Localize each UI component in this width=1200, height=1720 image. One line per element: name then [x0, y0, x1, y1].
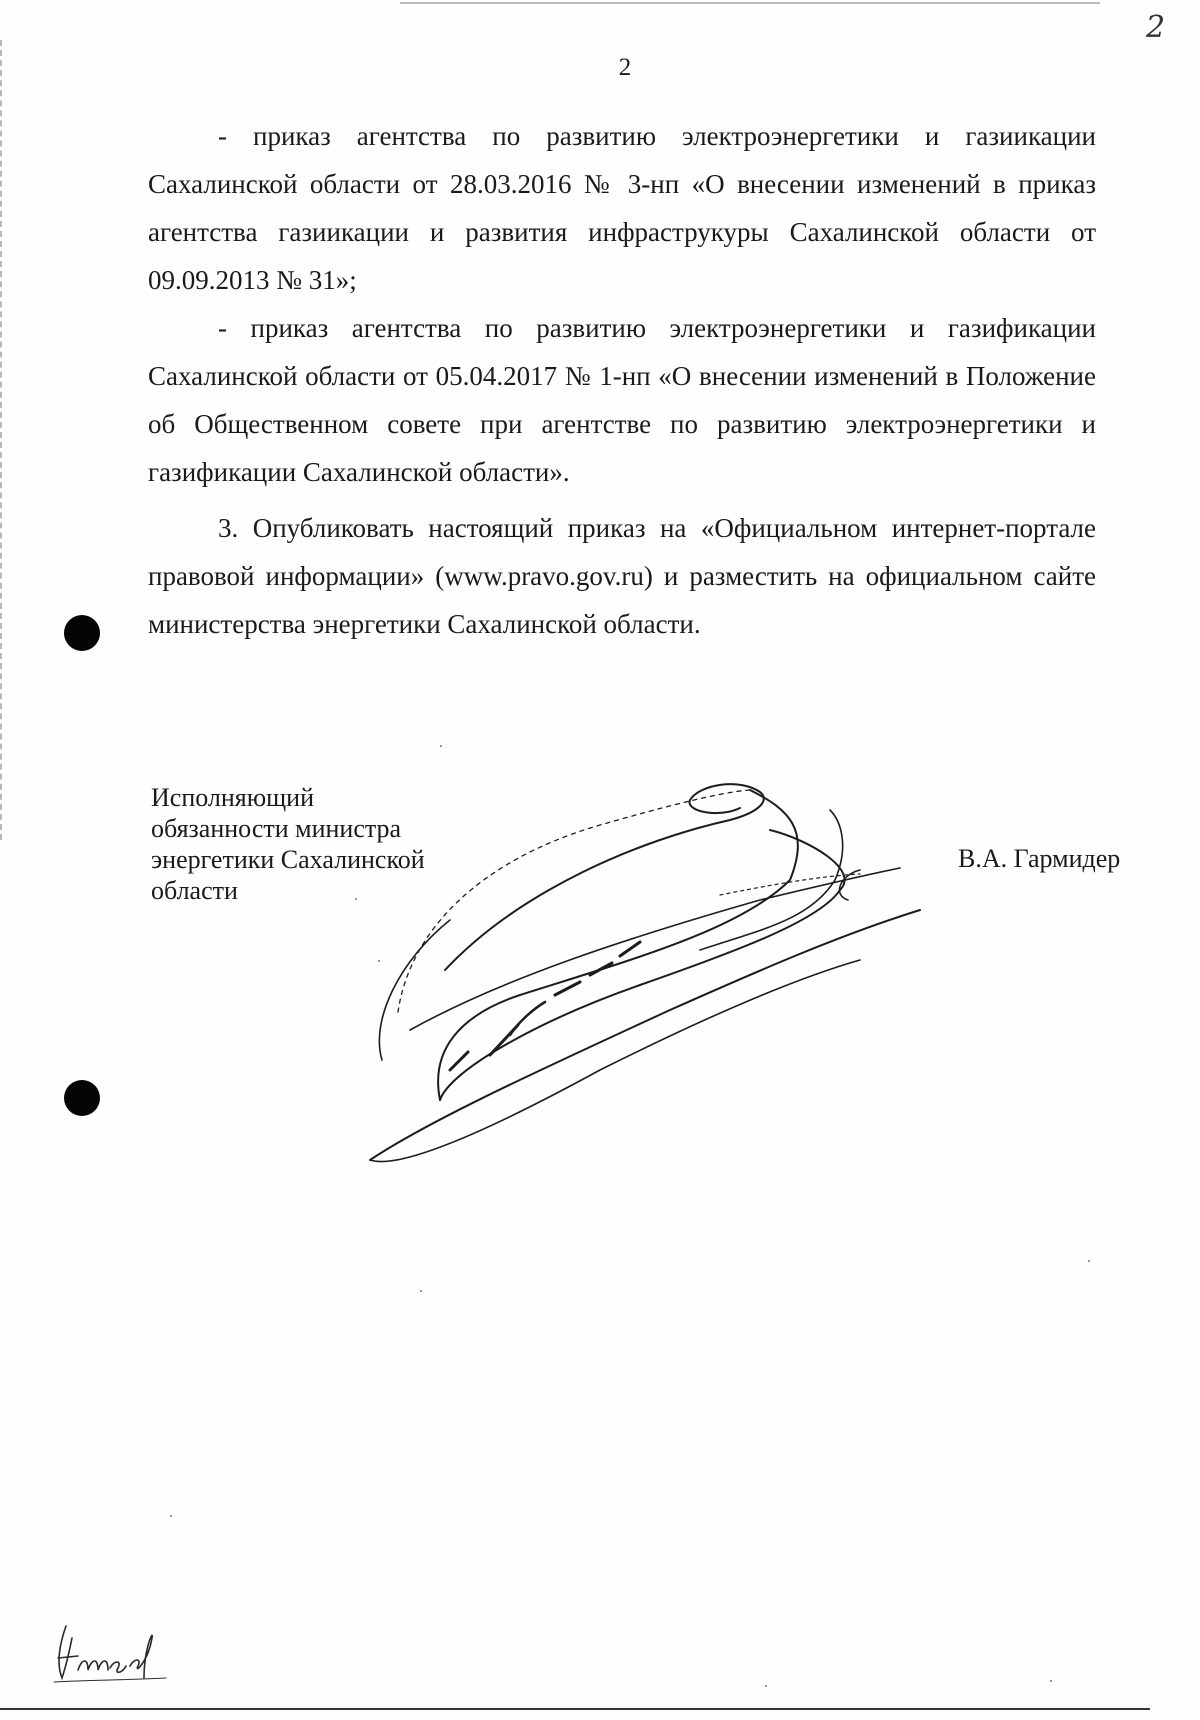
- scan-speck: [1050, 1680, 1052, 1682]
- scan-speck: [765, 1685, 767, 1687]
- scan-top-edge: [400, 2, 1100, 4]
- signer-name: В.А. Гармидер: [958, 844, 1121, 873]
- signatory-title-line: энергетики Сахалинской: [151, 845, 425, 874]
- scan-speck: [355, 898, 357, 900]
- scan-speck: [420, 1290, 422, 1292]
- scan-speck: [1088, 1260, 1090, 1262]
- body-paragraph: 3. Опубликовать настоящий приказ на «Официальном интернет-портале правовой информации» (www.pravo.gov.ru) и разместить на официальном сайте министерства энергетики Сахалинской области.: [148, 513, 1096, 639]
- handwritten-page-mark: 2: [1146, 10, 1166, 45]
- body-paragraph: - приказ агентства по развитию электроэнергетики и газификации Сахалинской области от 05.04.2017 № 1-нп «О внесении изменений в Положение об Общественном совете при агентстве по развитию электроэнергетики и газификации Сахалинской области».: [148, 313, 1096, 487]
- handwritten-initials: [48, 1618, 168, 1688]
- page-number: 2: [618, 54, 632, 81]
- body-paragraph: - приказ агентства по развитию электроэнергетики и газиикации Сахалинской области от 28.03.2016 № 3-нп «О внесении изменений в приказ агентства газиикации и развития инфраструкуры Сахалинской области от 09.09.2013 № 31»;: [148, 121, 1096, 295]
- scan-speck: [170, 1515, 172, 1517]
- punch-hole: [64, 615, 100, 651]
- handwritten-signature: [340, 770, 960, 1190]
- scan-speck: [440, 745, 442, 747]
- punch-hole: [64, 1080, 100, 1116]
- scan-speck: [378, 960, 380, 962]
- scan-bottom-edge: [0, 1708, 1150, 1710]
- signatory-title-line: обязанности министра: [151, 814, 402, 843]
- signatory-title-line: области: [151, 876, 238, 905]
- signatory-title-line: Исполняющий: [151, 783, 315, 812]
- scan-left-edge: [0, 40, 6, 840]
